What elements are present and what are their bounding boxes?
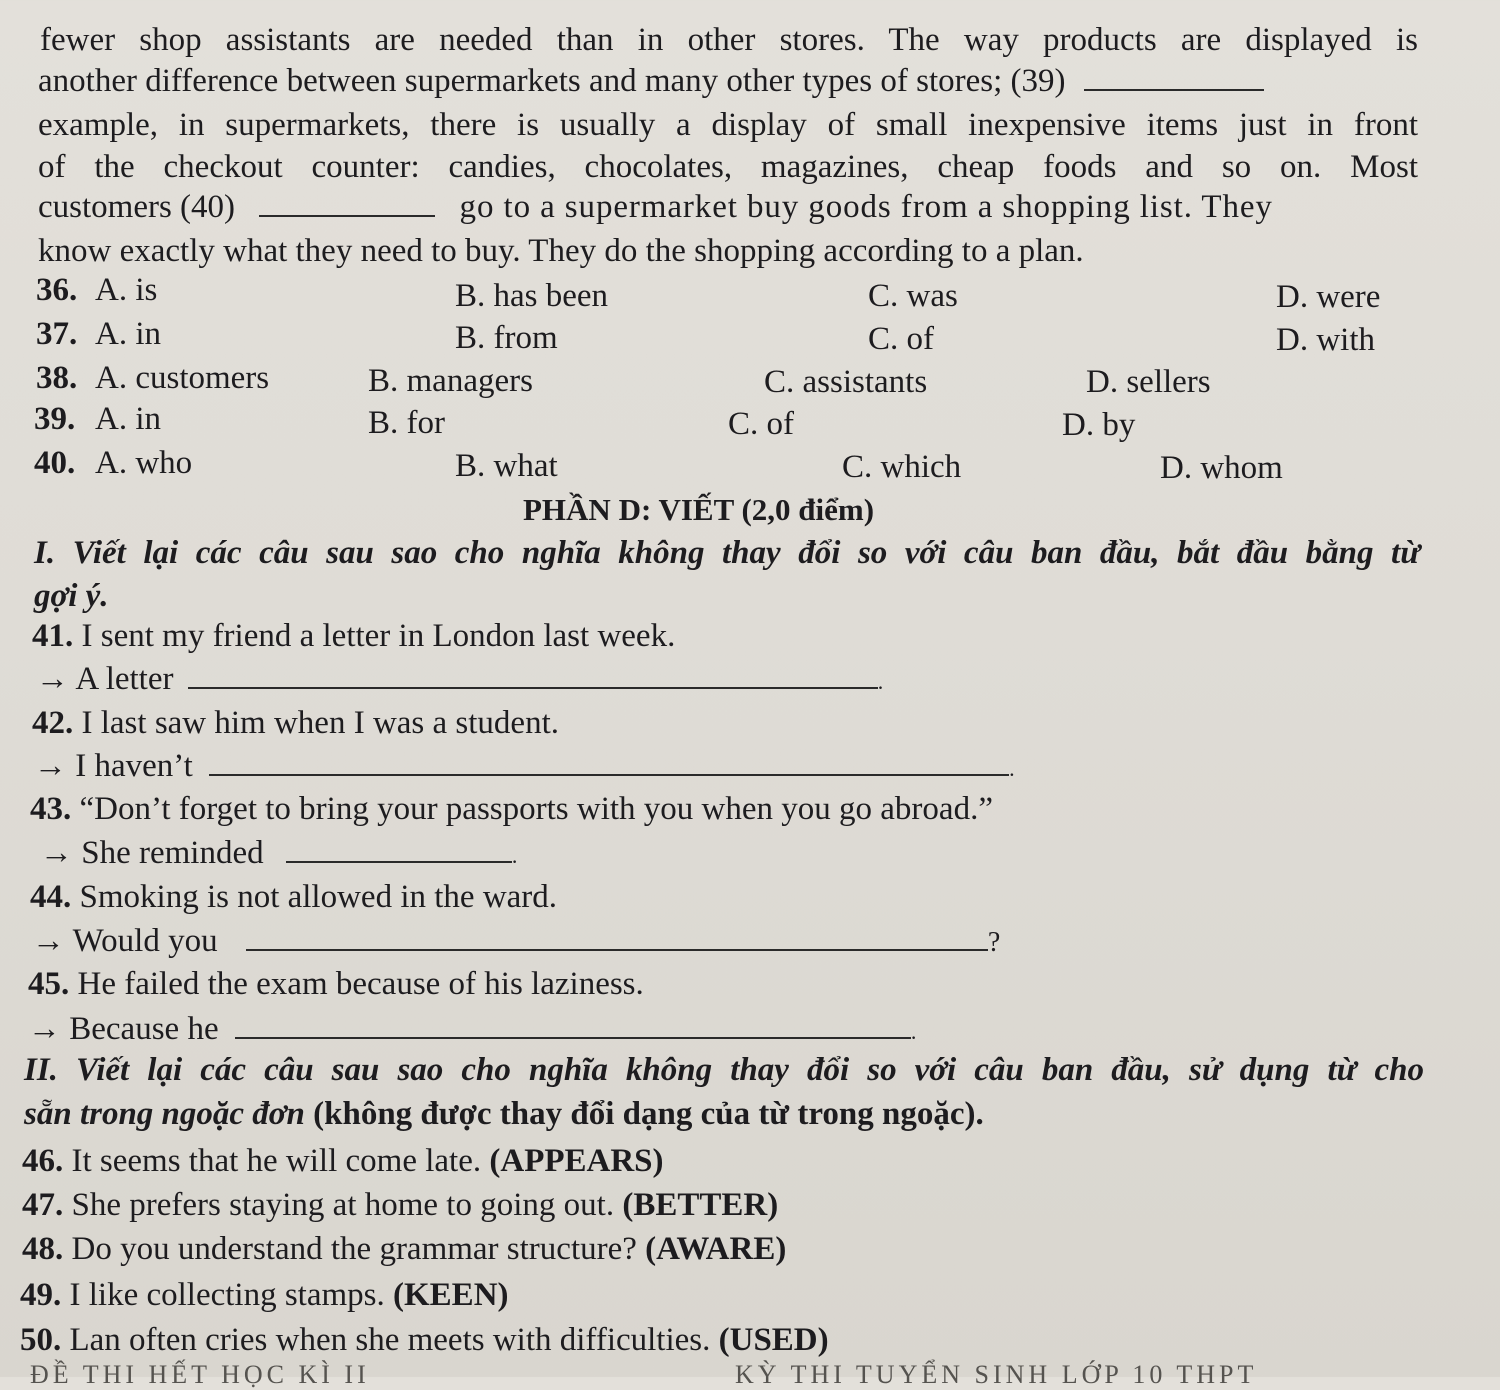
item-sentence: He failed the exam because of his laziness.	[77, 966, 644, 1002]
part-1-instruction-line-2: gợi ý.	[34, 578, 109, 614]
option-a[interactable]: A. in	[95, 316, 161, 352]
item-number: 44.	[30, 879, 72, 915]
option-a[interactable]: A. customers	[95, 360, 270, 396]
option-c[interactable]: C. of	[868, 321, 934, 357]
passage-line-1: fewer shop assistants are needed than in other stores. The way products are displayed is	[40, 22, 1418, 58]
item-keyword: (APPEARS)	[489, 1143, 664, 1179]
option-d[interactable]: D. by	[1062, 407, 1136, 443]
item-end: .	[877, 669, 884, 694]
item-end: ?	[987, 927, 1001, 958]
option-b[interactable]: B. for	[368, 405, 445, 441]
option-a[interactable]: A. who	[95, 445, 193, 481]
item-number: 49.	[20, 1277, 62, 1313]
item-prompt: → A letter	[36, 661, 174, 697]
item-number: 41.	[32, 618, 74, 654]
passage-line-5	[38, 187, 1273, 227]
part-2-instruction-line-2	[24, 1094, 984, 1134]
answer-line-41[interactable]	[188, 661, 878, 689]
item-end: .	[511, 843, 518, 868]
part-2-instruction-line-1: II. Viết lại các câu sau sao cho nghĩa không thay đổi so với câu ban đầu, sử dụng từ cho	[24, 1052, 1424, 1088]
item-43-sentence	[30, 789, 993, 829]
question-number: 37.	[36, 316, 78, 352]
item-41-sentence	[32, 616, 675, 656]
item-end: .	[910, 1019, 917, 1044]
option-c[interactable]: C. was	[868, 278, 958, 314]
footer-right: KỲ THI TUYỂN SINH LỚP 10 THPT	[735, 1360, 1258, 1389]
item-number: 46.	[22, 1143, 64, 1179]
option-a[interactable]: A. is	[95, 272, 158, 308]
option-d[interactable]: D. with	[1276, 322, 1375, 358]
question-number: 39.	[34, 401, 76, 437]
item-sentence: I like collecting stamps.	[69, 1277, 385, 1313]
item-keyword: (BETTER)	[622, 1187, 779, 1223]
option-d[interactable]: D. sellers	[1086, 364, 1211, 400]
answer-line-44[interactable]	[246, 923, 988, 951]
item-keyword: (USED)	[718, 1322, 829, 1358]
option-d[interactable]: D. whom	[1160, 450, 1283, 486]
item-44-sentence	[30, 877, 557, 917]
question-number: 40.	[34, 445, 76, 481]
item-42-rewrite	[34, 746, 1015, 789]
passage-line-5-after: go to a supermarket buy goods from a shopping list. They	[459, 189, 1273, 225]
item-number: 43.	[30, 791, 72, 827]
option-b[interactable]: B. from	[455, 320, 558, 356]
question-number: 36.	[36, 272, 78, 308]
blank-39[interactable]	[1084, 63, 1264, 91]
part-2-instruction-bold: (không được thay đổi dạng của từ trong ngoặc).	[304, 1096, 984, 1132]
item-prompt: → Because he	[28, 1011, 219, 1047]
item-sentence: Do you understand the grammar structure?	[71, 1231, 637, 1267]
item-number: 45.	[28, 966, 70, 1002]
footer-left: ĐỀ THI HẾT HỌC KÌ II	[30, 1360, 370, 1389]
option-b[interactable]: B. what	[455, 448, 558, 484]
item-end: .	[1009, 756, 1015, 781]
part-2-instruction-italic: sẵn trong ngoặc đơn	[24, 1096, 305, 1132]
option-d[interactable]: D. were	[1276, 279, 1381, 315]
option-b[interactable]: B. has been	[455, 278, 609, 314]
item-45-rewrite	[28, 1009, 916, 1052]
item-number: 42.	[32, 705, 74, 741]
item-sentence: She prefers staying at home to going out.	[71, 1187, 615, 1223]
item-keyword: (AWARE)	[645, 1231, 787, 1267]
item-46	[22, 1141, 664, 1181]
option-c[interactable]: C. of	[728, 406, 794, 442]
item-49	[20, 1275, 509, 1315]
passage-line-2	[38, 61, 1264, 101]
item-sentence: I sent my friend a letter in London last week.	[81, 618, 676, 654]
item-47	[22, 1185, 778, 1225]
item-sentence: Smoking is not allowed in the ward.	[79, 879, 558, 915]
item-sentence: Lan often cries when she meets with difficulties.	[69, 1322, 711, 1358]
blank-40[interactable]	[259, 189, 435, 217]
answer-line-45[interactable]	[235, 1011, 911, 1039]
part-1-instruction-line-1: I. Viết lại các câu sau sao cho nghĩa không thay đổi so với câu ban đầu, bắt đầu bằng từ	[34, 535, 1420, 571]
passage-line-6: know exactly what they need to buy. They do the shopping according to a plan.	[38, 233, 1084, 269]
item-prompt: → She reminded	[40, 835, 264, 871]
item-48	[22, 1229, 786, 1269]
passage-line-3: example, in supermarkets, there is usually a display of small inexpensive items just in front	[38, 107, 1418, 143]
item-sentence: It seems that he will come late.	[71, 1143, 482, 1179]
option-a[interactable]: A. in	[95, 401, 161, 437]
option-c[interactable]: C. assistants	[764, 364, 928, 400]
item-sentence: “Don’t forget to bring your passports with you when you go abroad.”	[79, 791, 993, 827]
passage-line-4: of the checkout counter: candies, chocolates, magazines, cheap foods and so on. Most	[38, 149, 1418, 185]
passage-line-5-before: customers (40)	[38, 189, 236, 225]
item-sentence: I last saw him when I was a student.	[81, 705, 559, 741]
item-44-rewrite	[32, 921, 1000, 963]
question-number: 38.	[36, 360, 78, 396]
option-b[interactable]: B. managers	[368, 363, 533, 399]
item-41-rewrite	[36, 659, 883, 702]
item-number: 50.	[20, 1322, 62, 1358]
item-number: 48.	[22, 1231, 64, 1267]
item-50	[20, 1320, 829, 1360]
item-45-sentence	[28, 964, 644, 1004]
item-keyword: (KEEN)	[393, 1277, 509, 1313]
answer-line-42[interactable]	[209, 748, 1009, 776]
option-c[interactable]: C. which	[842, 449, 962, 485]
section-d-title: PHẦN D: VIẾT (2,0 điểm)	[523, 492, 875, 527]
item-43-rewrite	[40, 833, 517, 876]
item-number: 47.	[22, 1187, 64, 1223]
passage-line-2-text: another difference between supermarkets and many other types of stores; (39)	[38, 63, 1066, 99]
item-42-sentence	[32, 703, 559, 743]
item-prompt: → Would you	[32, 923, 218, 959]
item-prompt: → I haven’t	[34, 748, 193, 784]
answer-line-43[interactable]	[286, 835, 512, 863]
